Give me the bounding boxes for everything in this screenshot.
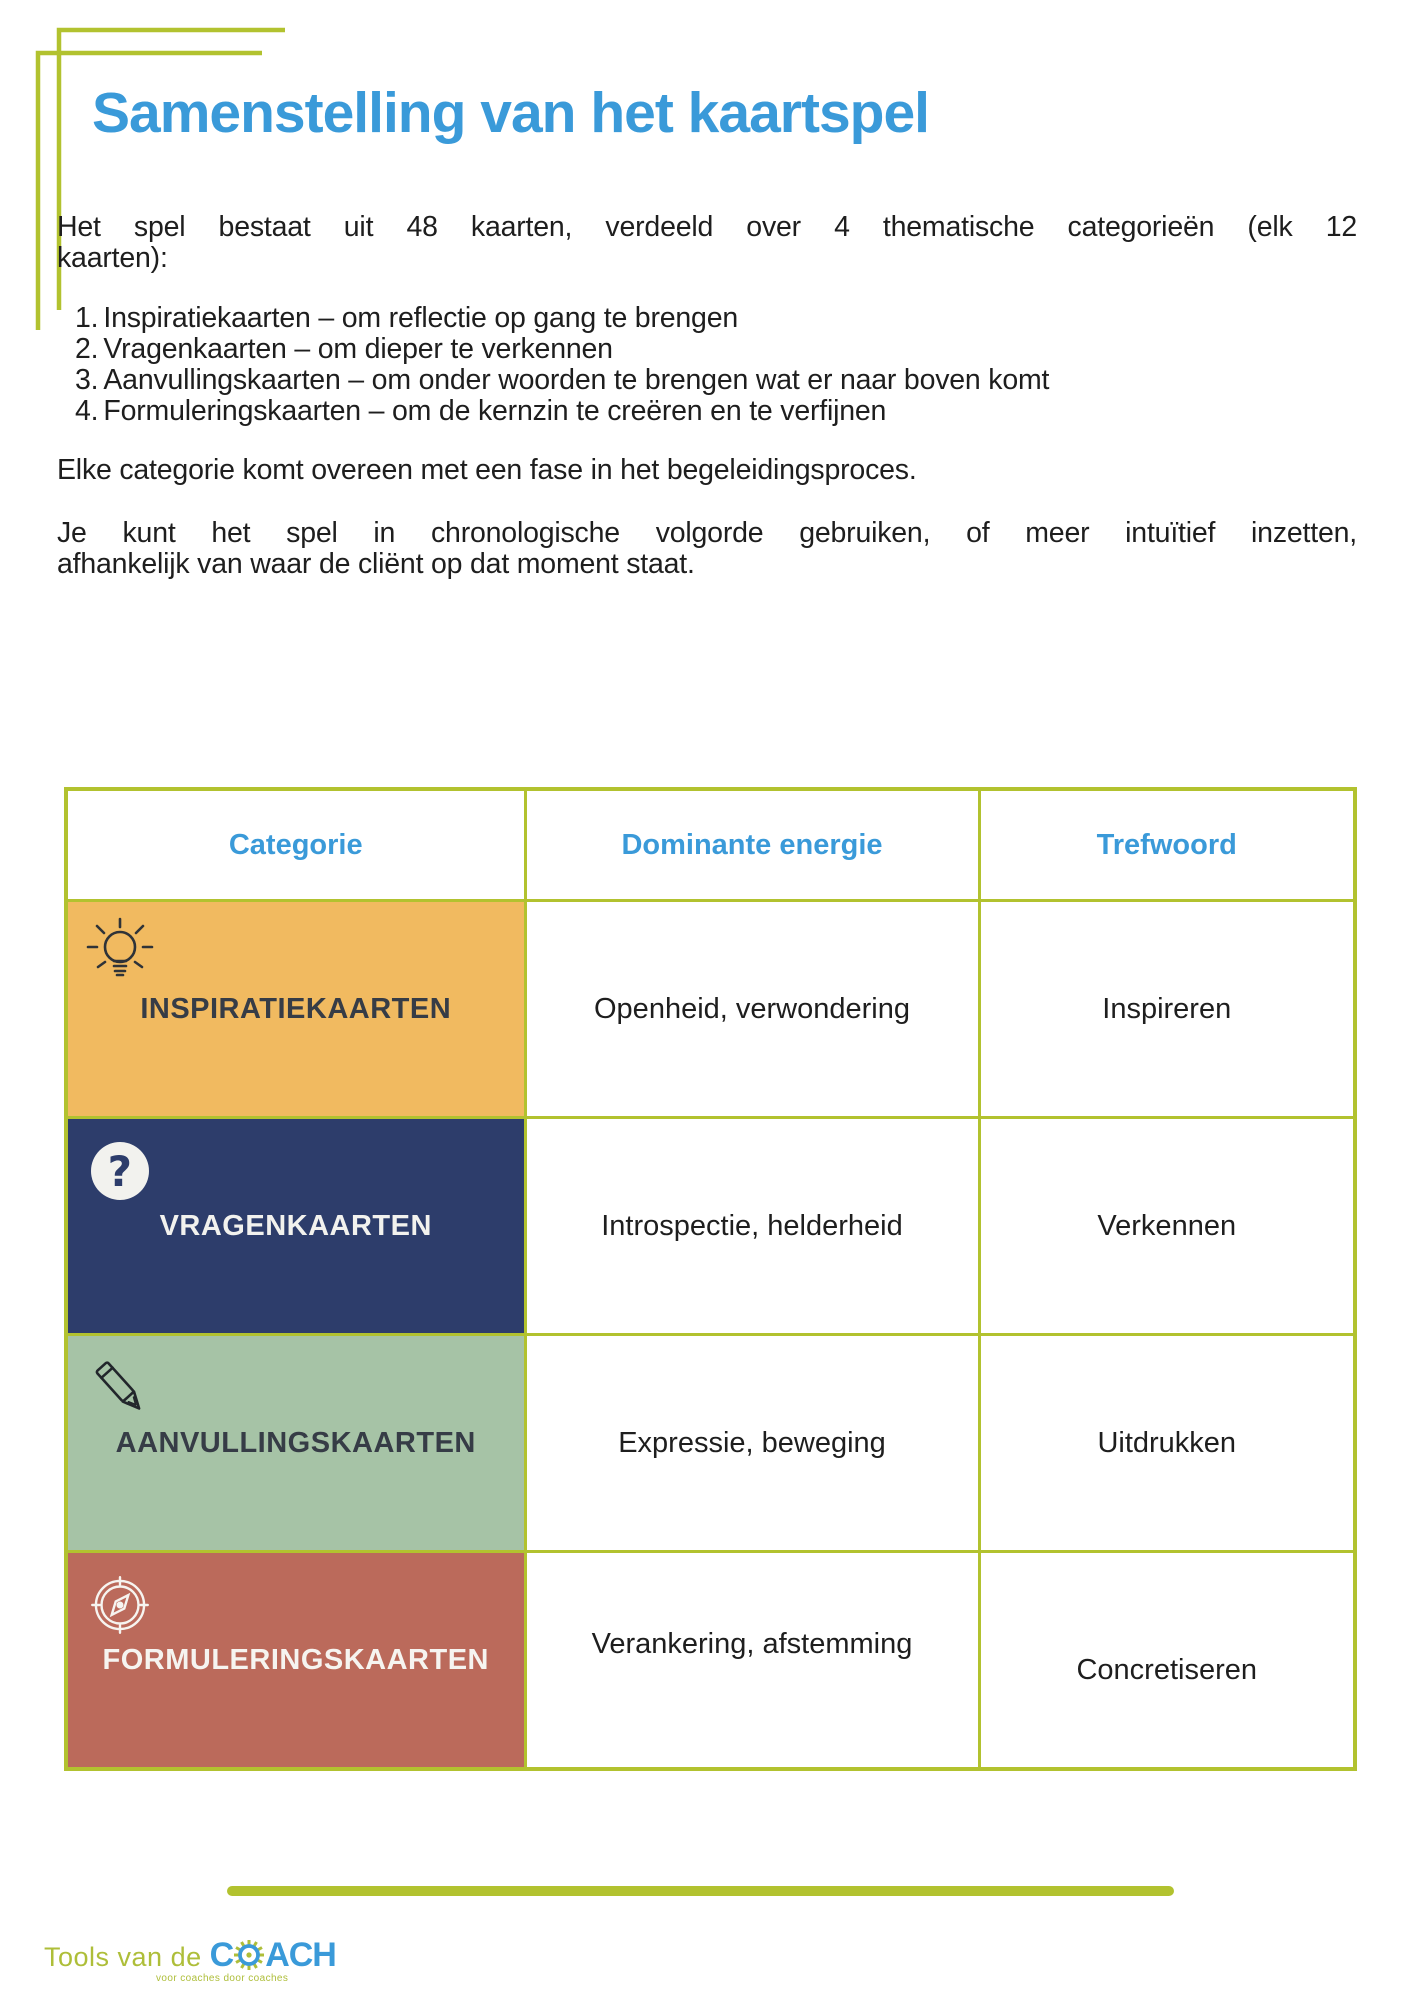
table-row [66, 1335, 1355, 1552]
intro-line-1: Het spel bestaat uit 48 kaarten, verdeeld over 4 thematische categorieën (elk 12 [57, 211, 1357, 243]
list-item [75, 396, 1357, 427]
table-row [66, 901, 1355, 1118]
list-number: 1. [75, 302, 99, 334]
list-item [75, 303, 1357, 334]
list-text: Vragenkaarten – om dieper te verkennen [103, 333, 613, 365]
usage-paragraph [57, 518, 1357, 580]
header-dominante-energie: Dominante energie [525, 789, 979, 901]
list-text: Formuleringskaarten – om de kernzin te creëren en te verfijnen [103, 395, 887, 427]
list-number: 2. [75, 333, 99, 365]
list-number: 3. [75, 364, 99, 396]
trefwoord-cell: Verkennen [979, 1118, 1355, 1335]
energie-cell: Expressie, beweging [525, 1335, 979, 1552]
question-icon: ? [78, 1129, 162, 1213]
logo-prefix-text: Tools van de [44, 1942, 202, 1972]
energie-cell: Openheid, verwondering [525, 901, 979, 1118]
table-row [66, 1552, 1355, 1770]
category-label: FORMULERINGSKAARTEN [102, 1643, 489, 1676]
category-cell-formuleringskaarten [66, 1552, 525, 1770]
page-title: Samenstelling van het kaartspel [92, 81, 929, 145]
header-categorie: Categorie [66, 789, 525, 901]
category-cell-vragenkaarten [66, 1118, 525, 1335]
list-text: Aanvullingskaarten – om onder woorden te brengen wat er naar boven komt [103, 364, 1050, 396]
usage-line-2: afhankelijk van waar de cliënt op dat moment staat. [57, 548, 695, 580]
tools-van-de-coach-logo [44, 1936, 336, 1984]
logo-c-letter: C [209, 1936, 234, 1974]
category-table [64, 787, 1357, 1771]
footer-divider-line [227, 1886, 1174, 1896]
card-type-list [75, 303, 1357, 427]
list-item [75, 365, 1357, 396]
gear-icon [234, 1940, 264, 1975]
lightbulb-icon [78, 912, 162, 996]
list-text: Inspiratiekaarten – om reflectie op gang te brengen [103, 302, 739, 334]
table-header-row [66, 789, 1355, 901]
category-cell-aanvullingskaarten [66, 1335, 525, 1552]
category-cell-inspiratiekaarten [66, 901, 525, 1118]
list-item [75, 334, 1357, 365]
header-trefwoord: Trefwoord [979, 789, 1355, 901]
energie-cell: Verankering, afstemming [525, 1552, 979, 1770]
trefwoord-cell: Uitdrukken [979, 1335, 1355, 1552]
category-label: AANVULLINGSKAARTEN [115, 1426, 476, 1459]
phase-paragraph: Elke categorie komt overeen met een fase in het begeleidingsproces. [57, 454, 917, 486]
category-label: INSPIRATIEKAARTEN [140, 992, 452, 1025]
table-row [66, 1118, 1355, 1335]
trefwoord-cell: Inspireren [979, 901, 1355, 1118]
list-number: 4. [75, 395, 99, 427]
usage-line-1: Je kunt het spel in chronologische volgorde gebruiken, of meer intuïtief inzetten, [57, 517, 1357, 549]
logo-ach-letters: ACH [265, 1936, 336, 1974]
logo-tagline: voor coaches door coaches [156, 1973, 289, 1984]
intro-line-2: kaarten): [57, 242, 168, 274]
compass-icon [78, 1563, 162, 1647]
energie-cell: Introspectie, helderheid [525, 1118, 979, 1335]
intro-paragraph [57, 212, 1357, 274]
trefwoord-cell: Concretiseren [979, 1552, 1355, 1770]
pencil-icon [78, 1346, 162, 1430]
category-label: VRAGENKAARTEN [159, 1209, 432, 1242]
